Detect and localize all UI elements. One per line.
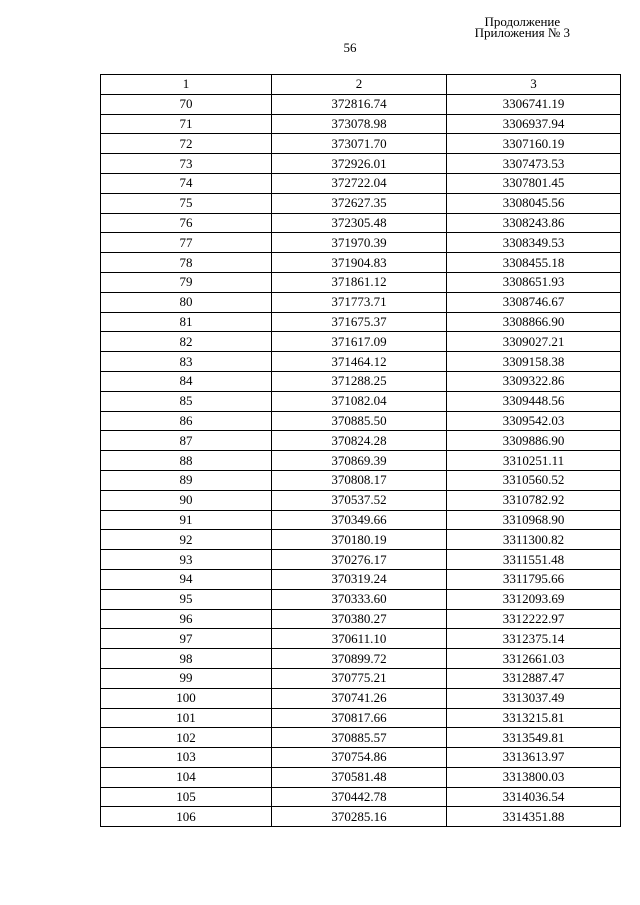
coordinate-y-cell: 3313037.49	[447, 688, 621, 708]
coordinate-x-cell: 370276.17	[272, 550, 447, 570]
table-row	[101, 649, 621, 669]
table-row	[101, 292, 621, 312]
coordinate-x-cell: 371970.39	[272, 233, 447, 253]
coordinate-y-cell: 3311795.66	[447, 569, 621, 589]
point-number-cell: 71	[101, 114, 272, 134]
coordinate-x-cell: 371904.83	[272, 253, 447, 273]
coordinate-y-cell: 3310560.52	[447, 470, 621, 490]
coordinate-y-cell: 3314351.88	[447, 807, 621, 827]
coordinate-x-cell: 371082.04	[272, 391, 447, 411]
table-row	[101, 530, 621, 550]
coordinate-y-cell: 3310968.90	[447, 510, 621, 530]
table-row	[101, 352, 621, 372]
coordinate-x-cell: 370442.78	[272, 787, 447, 807]
point-number-cell: 76	[101, 213, 272, 233]
table-row	[101, 391, 621, 411]
point-number-cell: 89	[101, 470, 272, 490]
table-row	[101, 569, 621, 589]
point-number-cell: 78	[101, 253, 272, 273]
table-row	[101, 134, 621, 154]
coordinate-x-cell: 370537.52	[272, 490, 447, 510]
table-row	[101, 609, 621, 629]
coordinate-x-cell: 372305.48	[272, 213, 447, 233]
point-number-cell: 102	[101, 728, 272, 748]
table-row	[101, 748, 621, 768]
table-row	[101, 173, 621, 193]
coordinate-x-cell: 370611.10	[272, 629, 447, 649]
point-number-cell: 70	[101, 94, 272, 114]
table-row	[101, 451, 621, 471]
point-number-cell: 100	[101, 688, 272, 708]
coordinate-y-cell: 3309448.56	[447, 391, 621, 411]
coordinate-x-cell: 370380.27	[272, 609, 447, 629]
coordinate-x-cell: 370349.66	[272, 510, 447, 530]
coordinate-x-cell: 370581.48	[272, 767, 447, 787]
coordinates-table	[100, 74, 621, 827]
coordinate-y-cell: 3309027.21	[447, 332, 621, 352]
point-number-cell: 91	[101, 510, 272, 530]
coordinate-y-cell: 3309886.90	[447, 431, 621, 451]
coordinate-x-cell: 370319.24	[272, 569, 447, 589]
table-row	[101, 193, 621, 213]
point-number-cell: 106	[101, 807, 272, 827]
coordinate-x-cell: 371675.37	[272, 312, 447, 332]
table-row	[101, 807, 621, 827]
column-header: 3	[447, 75, 621, 95]
point-number-cell: 72	[101, 134, 272, 154]
coordinate-y-cell: 3308455.18	[447, 253, 621, 273]
point-number-cell: 92	[101, 530, 272, 550]
coordinate-x-cell: 370899.72	[272, 649, 447, 669]
coordinate-x-cell: 371861.12	[272, 272, 447, 292]
table-row	[101, 154, 621, 174]
table-row	[101, 411, 621, 431]
table-row	[101, 629, 621, 649]
point-number-cell: 103	[101, 748, 272, 768]
table-row	[101, 550, 621, 570]
coordinate-y-cell: 3309542.03	[447, 411, 621, 431]
coordinate-x-cell: 370824.28	[272, 431, 447, 451]
point-number-cell: 75	[101, 193, 272, 213]
page-number: 56	[343, 40, 357, 55]
point-number-cell: 96	[101, 609, 272, 629]
coordinate-x-cell: 370180.19	[272, 530, 447, 550]
coordinate-y-cell: 3310251.11	[447, 451, 621, 471]
coordinate-x-cell: 370869.39	[272, 451, 447, 471]
table-row	[101, 470, 621, 490]
table-row	[101, 253, 621, 273]
coordinate-y-cell: 3311551.48	[447, 550, 621, 570]
coordinate-x-cell: 373078.98	[272, 114, 447, 134]
column-header: 1	[101, 75, 272, 95]
point-number-cell: 105	[101, 787, 272, 807]
table-row	[101, 114, 621, 134]
coordinate-y-cell: 3313613.97	[447, 748, 621, 768]
coordinate-x-cell: 372627.35	[272, 193, 447, 213]
coordinate-x-cell: 372722.04	[272, 173, 447, 193]
point-number-cell: 82	[101, 332, 272, 352]
coordinate-y-cell: 3310782.92	[447, 490, 621, 510]
coordinate-y-cell: 3313800.03	[447, 767, 621, 787]
point-number-cell: 99	[101, 668, 272, 688]
coordinate-x-cell: 371617.09	[272, 332, 447, 352]
coordinate-x-cell: 370885.57	[272, 728, 447, 748]
table-row	[101, 787, 621, 807]
header-line-appendix: Приложения № 3	[474, 25, 570, 40]
table-row	[101, 708, 621, 728]
coordinate-x-cell: 370741.26	[272, 688, 447, 708]
point-number-cell: 74	[101, 173, 272, 193]
point-number-cell: 84	[101, 371, 272, 391]
point-number-cell: 97	[101, 629, 272, 649]
coordinate-y-cell: 3308866.90	[447, 312, 621, 332]
coordinate-y-cell: 3308045.56	[447, 193, 621, 213]
coordinate-x-cell: 372926.01	[272, 154, 447, 174]
coordinate-x-cell: 370885.50	[272, 411, 447, 431]
point-number-cell: 79	[101, 272, 272, 292]
table-row	[101, 490, 621, 510]
point-number-cell: 81	[101, 312, 272, 332]
table-row	[101, 688, 621, 708]
table-row	[101, 589, 621, 609]
point-number-cell: 95	[101, 589, 272, 609]
coordinate-y-cell: 3306741.19	[447, 94, 621, 114]
coordinate-y-cell: 3307160.19	[447, 134, 621, 154]
table-row	[101, 272, 621, 292]
coordinate-x-cell: 371288.25	[272, 371, 447, 391]
table-row	[101, 213, 621, 233]
coordinate-y-cell: 3308651.93	[447, 272, 621, 292]
coordinate-x-cell: 372816.74	[272, 94, 447, 114]
coordinate-y-cell: 3306937.94	[447, 114, 621, 134]
point-number-cell: 98	[101, 649, 272, 669]
coordinate-x-cell: 370333.60	[272, 589, 447, 609]
table-row	[101, 94, 621, 114]
table-row	[101, 233, 621, 253]
point-number-cell: 88	[101, 451, 272, 471]
coordinate-y-cell: 3312375.14	[447, 629, 621, 649]
table-row	[101, 510, 621, 530]
coordinate-x-cell: 370754.86	[272, 748, 447, 768]
point-number-cell: 101	[101, 708, 272, 728]
coordinate-y-cell: 3308746.67	[447, 292, 621, 312]
point-number-cell: 86	[101, 411, 272, 431]
table-row	[101, 371, 621, 391]
coordinate-x-cell: 370808.17	[272, 470, 447, 490]
point-number-cell: 80	[101, 292, 272, 312]
point-number-cell: 87	[101, 431, 272, 451]
coordinate-x-cell: 370775.21	[272, 668, 447, 688]
point-number-cell: 90	[101, 490, 272, 510]
point-number-cell: 93	[101, 550, 272, 570]
point-number-cell: 94	[101, 569, 272, 589]
appendix-continuation-header	[475, 16, 570, 38]
coordinate-y-cell: 3309322.86	[447, 371, 621, 391]
table-row	[101, 668, 621, 688]
coordinate-y-cell: 3314036.54	[447, 787, 621, 807]
table-body	[101, 94, 621, 826]
point-number-cell: 104	[101, 767, 272, 787]
coordinate-y-cell: 3311300.82	[447, 530, 621, 550]
coordinate-y-cell: 3312887.47	[447, 668, 621, 688]
coordinate-y-cell: 3312661.03	[447, 649, 621, 669]
coordinate-y-cell: 3313549.81	[447, 728, 621, 748]
table-row	[101, 431, 621, 451]
coordinate-y-cell: 3312222.97	[447, 609, 621, 629]
header-line-continuation: Продолжение	[484, 14, 561, 29]
coordinate-x-cell: 370285.16	[272, 807, 447, 827]
point-number-cell: 83	[101, 352, 272, 372]
coordinate-y-cell: 3308243.86	[447, 213, 621, 233]
coordinate-y-cell: 3312093.69	[447, 589, 621, 609]
table-row	[101, 332, 621, 352]
table-row	[101, 728, 621, 748]
coordinate-x-cell: 371464.12	[272, 352, 447, 372]
table-header-row	[101, 75, 621, 95]
table-row	[101, 312, 621, 332]
coordinate-y-cell: 3307801.45	[447, 173, 621, 193]
coordinate-y-cell: 3307473.53	[447, 154, 621, 174]
point-number-cell: 85	[101, 391, 272, 411]
table-row	[101, 767, 621, 787]
coordinate-y-cell: 3309158.38	[447, 352, 621, 372]
point-number-cell: 73	[101, 154, 272, 174]
coordinate-x-cell: 373071.70	[272, 134, 447, 154]
coordinate-x-cell: 370817.66	[272, 708, 447, 728]
column-header: 2	[272, 75, 447, 95]
point-number-cell: 77	[101, 233, 272, 253]
coordinate-x-cell: 371773.71	[272, 292, 447, 312]
coordinate-y-cell: 3313215.81	[447, 708, 621, 728]
coordinate-y-cell: 3308349.53	[447, 233, 621, 253]
